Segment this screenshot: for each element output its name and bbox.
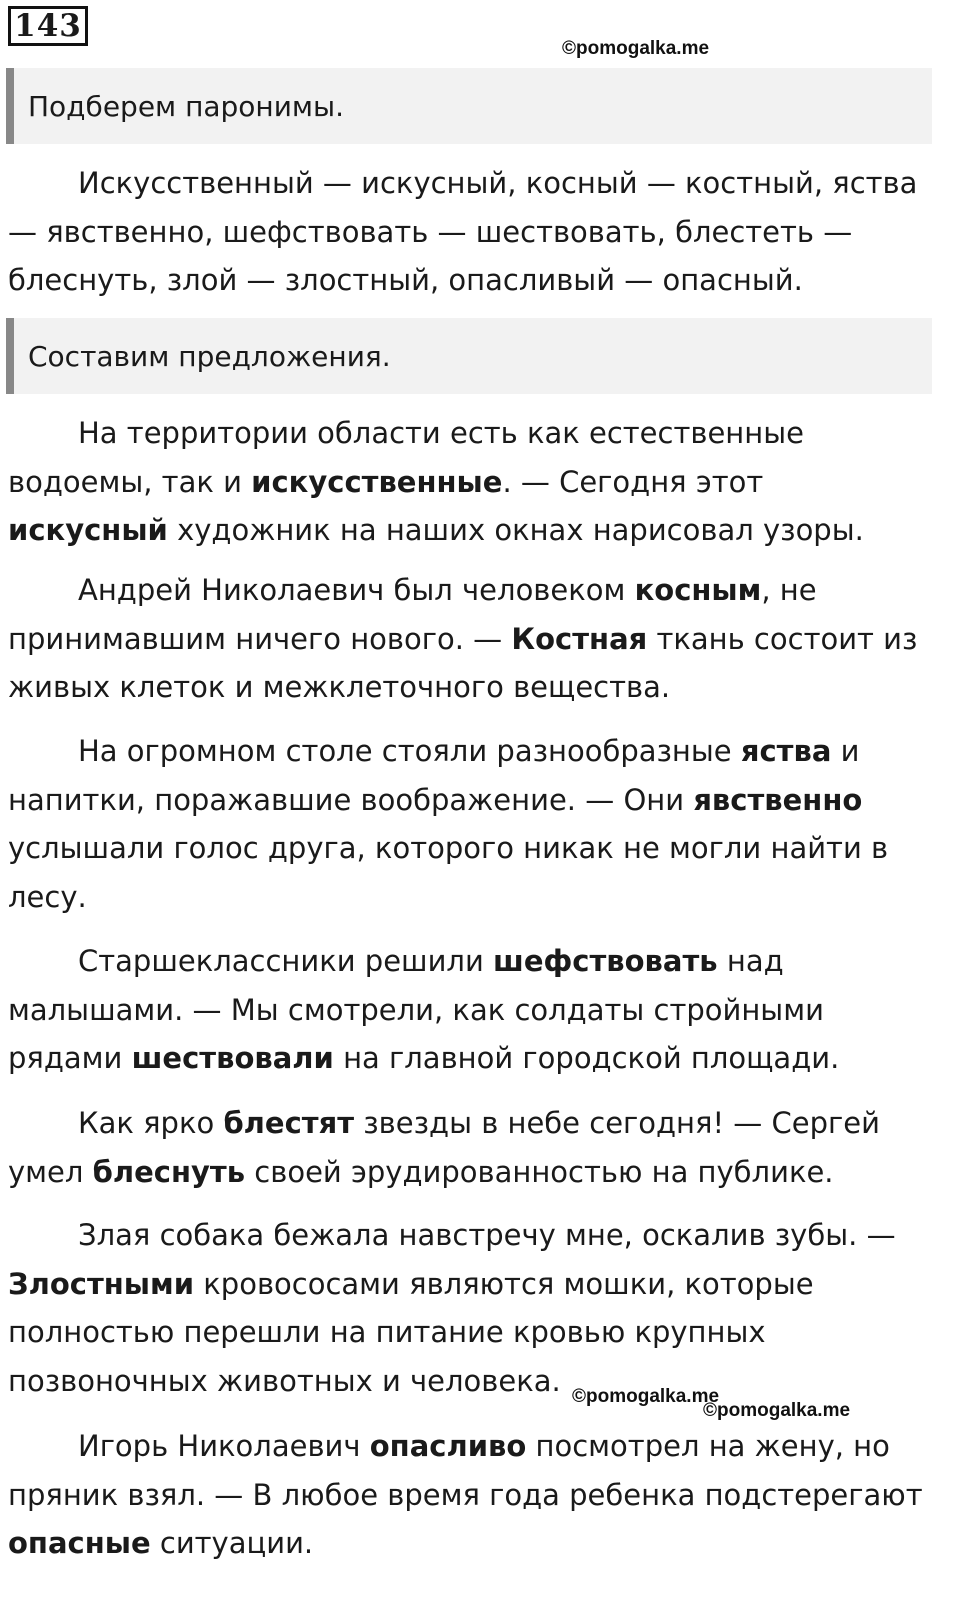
sentence-paragraph-2 xyxy=(8,566,924,712)
bold-paronym: шествовали xyxy=(131,1041,334,1075)
bold-paronym: опасные xyxy=(8,1526,151,1560)
text-segment: . — Сегодня этот xyxy=(502,464,764,499)
text-segment: На огромном столе стояли разнообразные xyxy=(78,734,741,768)
sentence-paragraph-4 xyxy=(8,937,924,1083)
sentence-paragraph-5 xyxy=(8,1099,924,1196)
text-segment: Злая собака бежала навстречу мне, оскалив зубы. — xyxy=(78,1218,896,1252)
text-segment: Старшеклассники решили xyxy=(78,944,494,978)
text-segment: и напитки, поражавшие воображение. — Они xyxy=(8,734,860,817)
text-segment: услышали голос друга, которого никак не могли найти в лесу. xyxy=(8,831,889,914)
text-segment: ситуации. xyxy=(150,1526,314,1560)
section-header-paronyms: Подберем паронимы. xyxy=(6,68,932,144)
bold-paronym: косным xyxy=(634,573,762,607)
bold-paronym: искусственные xyxy=(251,464,503,499)
text-segment: Андрей Николаевич был человеком xyxy=(78,573,635,607)
text-segment: , не принимавшим ничего нового. — xyxy=(8,573,817,656)
text-segment: над малышами. — Мы смотрели, как солдаты стройными рядами xyxy=(8,944,824,1075)
watermark-top: ©pomogalka.me xyxy=(562,38,710,59)
text-segment: на главной городской площади. xyxy=(333,1041,840,1075)
section-header-sentences: Составим предложения. xyxy=(6,318,932,394)
sentence-paragraph-6 xyxy=(8,1211,924,1405)
task-number-badge: 143 xyxy=(8,6,88,46)
text-segment: кровососами являются мошки, которые полностью перешли на питание кровью крупных позвоночных животных и человека. xyxy=(8,1266,814,1398)
bold-paronym: искусный xyxy=(8,513,168,547)
bold-paronym: Злостными xyxy=(8,1266,195,1301)
bold-paronym: явственно xyxy=(693,782,863,817)
text-segment: На территории области есть как естественные водоемы, так и xyxy=(8,416,804,499)
bold-paronym: блеснуть xyxy=(92,1154,246,1189)
bold-paronym: опасливо xyxy=(369,1429,527,1463)
watermark-middle-2: ©pomogalka.me xyxy=(703,1400,851,1421)
sentence-paragraph-1 xyxy=(8,409,924,555)
text-segment: своей эрудированностью на публике. xyxy=(245,1154,834,1189)
text-segment: Как ярко xyxy=(78,1106,224,1140)
sentence-paragraph-7 xyxy=(8,1422,924,1568)
bold-paronym: шефствовать xyxy=(493,944,718,978)
bold-paronym: яства xyxy=(740,734,832,768)
bold-paronym: Костная xyxy=(511,621,648,656)
text-segment: звезды в небе сегодня! — Сергей умел xyxy=(8,1106,880,1189)
watermark-middle-1: ©pomogalka.me xyxy=(572,1386,720,1407)
bold-paronym: блестят xyxy=(223,1106,355,1140)
text-segment: ткань состоит из живых клеток и межклеточного вещества. xyxy=(8,621,918,704)
sentence-paragraph-3 xyxy=(8,727,924,921)
text-segment: Игорь Николаевич xyxy=(78,1429,370,1463)
text-segment: художник на наших окнах нарисовал узоры. xyxy=(167,513,864,547)
text-segment: посмотрел на жену, но пряник взял. — В любое время года ребенка подстерегают xyxy=(8,1429,923,1512)
paronyms-list-paragraph: Искусственный — искусный, косный — костный, яства — явственно, шефствовать — шествовать, блестеть — блеснуть, злой — злостный, опасливый — опасный. xyxy=(8,166,918,297)
